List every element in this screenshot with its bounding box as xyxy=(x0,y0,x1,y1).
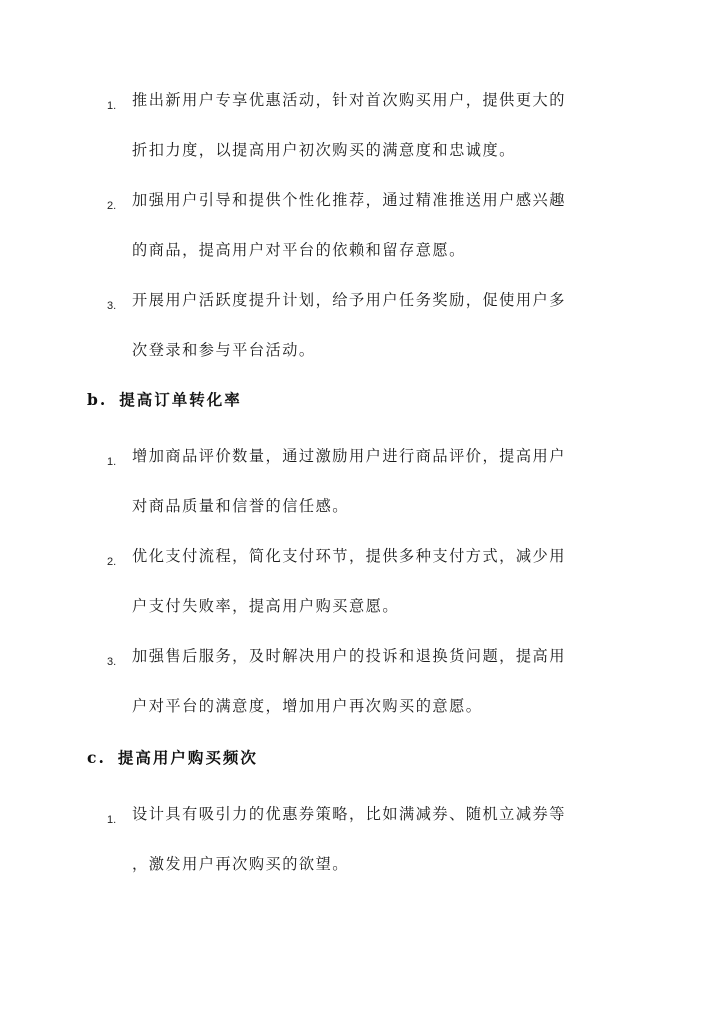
list-number: 3. xyxy=(107,656,117,668)
list-item-text-line: ，激发用户再次购买的欲望。 xyxy=(132,855,349,873)
list-number: 1. xyxy=(107,456,117,468)
list-item-text-line: 设计具有吸引力的优惠券策略，比如满减券、随机立减券等 xyxy=(132,805,566,823)
list-item-text-line: 对商品质量和信誉的信任感。 xyxy=(132,497,349,515)
list-item-text-line: 优化支付流程，简化支付环节，提供多种支付方式，减少用 xyxy=(132,547,566,565)
section-title: 提高订单转化率 xyxy=(119,390,242,409)
list-item-text-line: 户支付失败率，提高用户购买意愿。 xyxy=(132,597,399,615)
list-item-text-line: 开展用户活跃度提升计划，给予用户任务奖励，促使用户多 xyxy=(132,291,566,309)
list-item-text-line: 增加商品评价数量，通过激励用户进行商品评价，提高用户 xyxy=(132,447,566,465)
list-item-text-line: 折扣力度，以提高用户初次购买的满意度和忠诚度。 xyxy=(132,141,516,159)
section-heading xyxy=(87,388,242,410)
section-letter: b. xyxy=(87,390,108,409)
section-title: 提高用户购买频次 xyxy=(117,748,258,767)
list-item-text-line: 户对平台的满意度，增加用户再次购买的意愿。 xyxy=(132,697,483,715)
list-number: 1. xyxy=(107,100,117,112)
list-number: 2. xyxy=(107,200,117,212)
section-letter: c. xyxy=(87,748,106,767)
list-item-text-line: 次登录和参与平台活动。 xyxy=(132,341,316,359)
list-number: 1. xyxy=(107,814,117,826)
list-item-text-line: 的商品，提高用户对平台的依赖和留存意愿。 xyxy=(132,241,466,259)
list-item-text-line: 推出新用户专享优惠活动，针对首次购买用户，提供更大的 xyxy=(132,91,566,109)
list-item-text-line: 加强用户引导和提供个性化推荐，通过精准推送用户感兴趣 xyxy=(132,191,566,209)
list-number: 3. xyxy=(107,300,117,312)
list-number: 2. xyxy=(107,556,117,568)
section-heading xyxy=(87,746,258,768)
list-item-text-line: 加强售后服务，及时解决用户的投诉和退换货问题，提高用 xyxy=(132,647,566,665)
